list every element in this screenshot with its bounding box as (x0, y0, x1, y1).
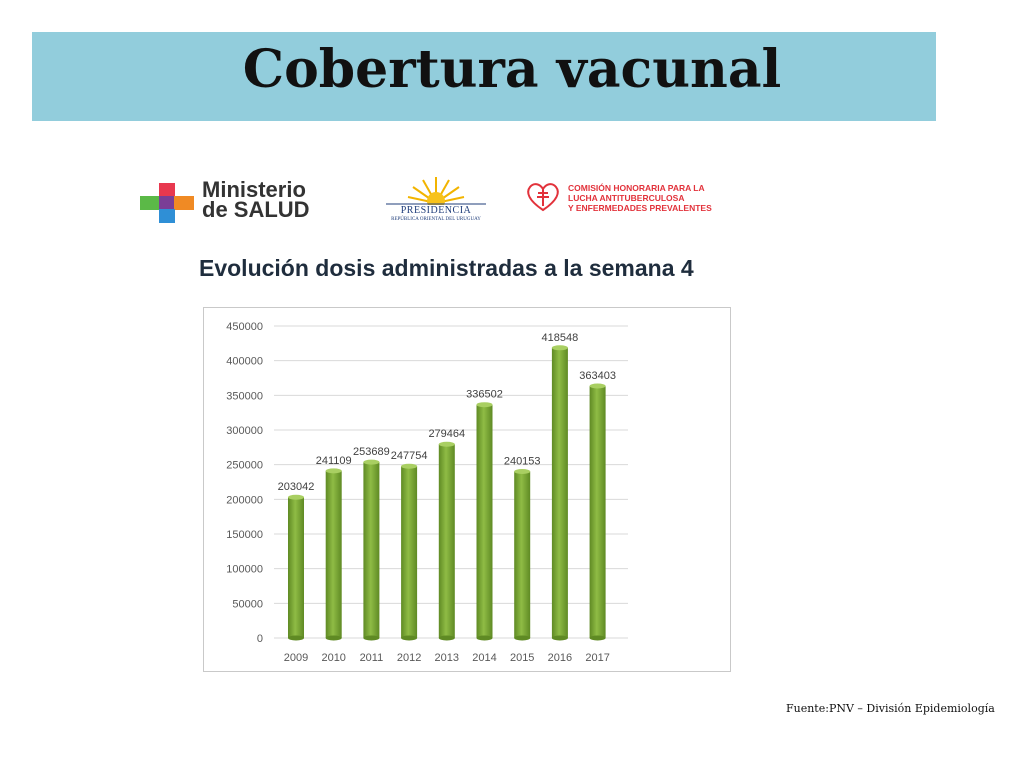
data-label: 363403 (579, 370, 616, 383)
data-label: 336502 (466, 388, 503, 401)
x-tick-label: 2017 (585, 652, 610, 664)
sun-icon (380, 175, 492, 205)
y-axis-ticks (226, 321, 263, 645)
bars (288, 345, 606, 640)
bar-cap (288, 495, 304, 500)
y-tick-label: 250000 (226, 459, 263, 472)
bar-body (552, 348, 568, 638)
y-tick-label: 300000 (226, 425, 263, 437)
bar-base (363, 636, 379, 641)
bar-cap (590, 384, 606, 389)
bar-base (514, 636, 530, 641)
data-label: 253689 (353, 446, 390, 459)
comision-honoraria-logo (524, 180, 754, 214)
bar-base (552, 636, 568, 641)
x-tick-label: 2016 (547, 652, 573, 664)
x-tick-label: 2011 (359, 652, 384, 664)
y-tick-label: 150000 (226, 529, 263, 541)
x-axis-ticks (284, 652, 610, 664)
presidencia-subtitle: REPÚBLICA ORIENTAL DEL URUGUAY (391, 217, 481, 222)
lorraine-cross-heart-icon (524, 182, 562, 212)
x-tick-label: 2015 (509, 652, 535, 664)
bar-cap (439, 442, 455, 447)
y-tick-label: 0 (256, 633, 263, 645)
y-tick-label: 400000 (226, 355, 263, 368)
bar-base (590, 636, 606, 641)
data-label: 418548 (541, 331, 579, 344)
ministerio-line2: de SALUD (202, 197, 310, 222)
comision-line3: Y ENFERMEDADES PREVALENTES (568, 203, 712, 213)
x-tick-label: 2013 (434, 652, 460, 664)
bar-body (288, 497, 304, 638)
y-tick-label: 100000 (226, 563, 263, 576)
presidencia-label: PRESIDENCIA (400, 205, 472, 216)
x-tick-label: 2010 (321, 652, 346, 664)
bar-base (401, 636, 417, 641)
bar-2011 (363, 460, 379, 641)
ministerio-line1: Ministerio (202, 177, 306, 202)
bar-body (439, 444, 455, 638)
bar-cap (401, 464, 417, 469)
bar-body (514, 471, 530, 638)
health-cross-icon (140, 183, 196, 223)
x-tick-label: 2012 (396, 652, 422, 664)
presidencia-logo (380, 175, 492, 225)
bar-2017 (590, 384, 606, 641)
chart-title: Evolución dosis administradas a la semana 4 (199, 255, 694, 281)
bar-cap (514, 469, 530, 474)
chart-frame (203, 307, 731, 672)
y-tick-label: 450000 (226, 321, 263, 333)
comision-line2: LUCHA ANTITUBERCULOSA (568, 193, 685, 203)
bar-2010 (326, 468, 342, 640)
data-label: 240153 (503, 455, 541, 468)
x-tick-label: 2009 (283, 652, 309, 664)
bar-body (590, 386, 606, 638)
y-tick-label: 50000 (232, 598, 263, 611)
source-footer: Fuente:PNV – División Epidemiología (786, 702, 995, 715)
bar-body (477, 405, 493, 638)
bar-cap (477, 402, 493, 407)
ministerio-salud-logo (140, 177, 350, 226)
bar-base (477, 636, 493, 641)
bar-2012 (401, 464, 417, 641)
bar-2009 (288, 495, 304, 641)
bar-body (363, 462, 379, 638)
bar-base (288, 636, 304, 641)
bar-body (401, 466, 417, 638)
bar-cap (552, 345, 568, 350)
bar-base (439, 636, 455, 641)
bar-2015 (514, 469, 530, 641)
data-label: 247754 (390, 450, 428, 463)
bar-chart (204, 308, 730, 671)
bar-cap (363, 460, 379, 465)
bar-base (326, 636, 342, 641)
data-label: 203042 (277, 481, 315, 494)
y-tick-label: 200000 (226, 494, 263, 507)
data-label: 279464 (428, 428, 466, 441)
bar-2013 (439, 442, 455, 641)
bar-body (326, 471, 342, 638)
bar-2014 (477, 402, 493, 640)
bar-cap (326, 468, 342, 473)
y-tick-label: 350000 (226, 390, 263, 403)
data-label: 241109 (315, 454, 352, 467)
x-tick-label: 2014 (472, 652, 497, 664)
slide-title: Cobertura vacunal (242, 39, 782, 100)
comision-line1: COMISIÓN HONORARIA PARA LA (568, 183, 705, 193)
bar-2016 (552, 345, 568, 640)
